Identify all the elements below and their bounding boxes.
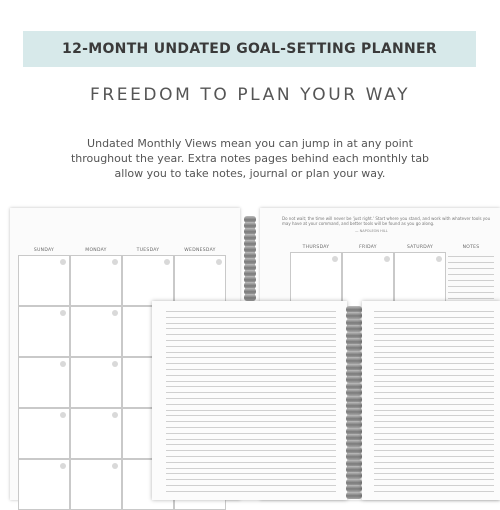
calendar-cell xyxy=(122,255,174,306)
notes-right-page xyxy=(362,301,500,500)
page-rule xyxy=(374,392,494,393)
quote-author: — NAPOLEON HILL xyxy=(355,229,388,233)
day-header-thursday: THURSDAY xyxy=(302,245,330,250)
page-rule xyxy=(166,444,336,445)
calendar-cell xyxy=(18,357,70,408)
page-rule xyxy=(374,346,494,347)
date-dot xyxy=(164,259,170,265)
page-rule xyxy=(374,357,494,358)
page-rule xyxy=(166,415,336,416)
date-dot xyxy=(216,259,222,265)
calendar-cell xyxy=(18,459,70,510)
notes-rule xyxy=(448,262,494,263)
page-rule xyxy=(374,340,494,341)
page-rule xyxy=(374,404,494,405)
calendar-cell xyxy=(70,357,122,408)
calendar-cell xyxy=(18,255,70,306)
page-rule xyxy=(166,346,336,347)
page-rule xyxy=(166,404,336,405)
notes-rule xyxy=(448,292,494,293)
date-dot xyxy=(60,259,66,265)
page-rule xyxy=(166,323,336,324)
page-rule xyxy=(374,375,494,376)
page-rule xyxy=(166,340,336,341)
notes-rule xyxy=(448,274,494,275)
page-rule xyxy=(166,456,336,457)
description-line: throughout the year. Extra notes pages behind each monthly tab xyxy=(70,152,430,165)
date-dot xyxy=(112,361,118,367)
date-dot xyxy=(436,256,442,262)
calendar-cell xyxy=(70,408,122,459)
date-dot xyxy=(60,361,66,367)
page-rule xyxy=(166,485,336,486)
page-rule xyxy=(374,334,494,335)
page-rule xyxy=(374,468,494,469)
notes-rule xyxy=(448,286,494,287)
page-rule xyxy=(166,410,336,411)
page-rule xyxy=(374,415,494,416)
page-rule xyxy=(166,462,336,463)
quote-text: Do not wait; the time will never be 'just right.' Start where you stand, and work with whatever tools you may have at your command, and better tools will be found as you go along. xyxy=(282,216,491,226)
page-rule xyxy=(374,352,494,353)
page-rule xyxy=(166,427,336,428)
page-rule xyxy=(166,369,336,370)
page-rule xyxy=(374,456,494,457)
page-rule xyxy=(374,323,494,324)
banner-title: 12-MONTH UNDATED GOAL-SETTING PLANNER xyxy=(62,41,437,57)
calendar-cell xyxy=(70,255,122,306)
page-rule xyxy=(166,311,336,312)
date-dot xyxy=(112,463,118,469)
page-rule xyxy=(374,444,494,445)
page-rule xyxy=(374,369,494,370)
page-rule xyxy=(374,473,494,474)
page-rule xyxy=(166,334,336,335)
page-rule xyxy=(374,381,494,382)
day-header-wednesday: WEDNESDAY xyxy=(184,248,216,253)
page-rule xyxy=(374,421,494,422)
page-rule xyxy=(166,317,336,318)
date-dot xyxy=(112,310,118,316)
calendar-cell xyxy=(70,306,122,357)
title-banner xyxy=(23,31,476,67)
day-header-tuesday: TUESDAY xyxy=(136,248,160,253)
date-dot xyxy=(112,412,118,418)
page-rule xyxy=(374,450,494,451)
page-rule xyxy=(166,381,336,382)
subtitle: FREEDOM TO PLAN YOUR WAY xyxy=(89,85,411,105)
page-rule xyxy=(374,479,494,480)
date-dot xyxy=(60,310,66,316)
page-rule xyxy=(374,311,494,312)
page-rule xyxy=(374,328,494,329)
page-rule xyxy=(374,427,494,428)
notes-header: NOTES xyxy=(462,245,480,250)
notes-rule xyxy=(448,280,494,281)
page-rule xyxy=(374,485,494,486)
page-rule xyxy=(166,392,336,393)
page-rule xyxy=(374,462,494,463)
calendar-cell xyxy=(70,459,122,510)
day-header-monday: MONDAY xyxy=(85,248,107,253)
notes-left-page xyxy=(152,301,347,500)
description xyxy=(40,136,460,181)
page-rule xyxy=(166,363,336,364)
page-rule xyxy=(166,398,336,399)
day-header-friday: FRIDAY xyxy=(359,245,377,250)
date-dot xyxy=(60,412,66,418)
page-rule xyxy=(166,328,336,329)
page-rule xyxy=(166,375,336,376)
page-rule xyxy=(166,450,336,451)
calendar-cell xyxy=(174,255,226,306)
notes-rule xyxy=(448,256,494,257)
page-rule xyxy=(374,433,494,434)
day-header-sunday: SUNDAY xyxy=(33,248,55,253)
page-rule xyxy=(166,479,336,480)
page-rule xyxy=(374,439,494,440)
notes-planner xyxy=(152,301,500,500)
page-rule xyxy=(166,386,336,387)
page-rule xyxy=(166,468,336,469)
page-rule xyxy=(374,398,494,399)
notes-rule xyxy=(448,298,494,299)
date-dot xyxy=(60,463,66,469)
calendar-cell xyxy=(18,408,70,459)
page-rule xyxy=(374,317,494,318)
page-rule xyxy=(374,491,494,492)
description-line: Undated Monthly Views mean you can jump in at any point xyxy=(87,137,413,150)
date-dot xyxy=(112,259,118,265)
page-rule xyxy=(166,421,336,422)
coil-ring xyxy=(346,492,362,499)
page-rule xyxy=(374,410,494,411)
page-rule xyxy=(166,433,336,434)
calendar-cell xyxy=(18,306,70,357)
description-line: allow you to take notes, journal or plan your way. xyxy=(114,167,386,180)
page-rule xyxy=(166,439,336,440)
date-dot xyxy=(332,256,338,262)
page-rule xyxy=(166,357,336,358)
page-rule xyxy=(166,491,336,492)
day-header-saturday: SATURDAY xyxy=(406,245,434,250)
coil-ring xyxy=(244,294,256,301)
page-rule xyxy=(374,386,494,387)
page-rule xyxy=(166,473,336,474)
notes-rule xyxy=(448,268,494,269)
date-dot xyxy=(384,256,390,262)
page-rule xyxy=(374,363,494,364)
page-rule xyxy=(166,352,336,353)
